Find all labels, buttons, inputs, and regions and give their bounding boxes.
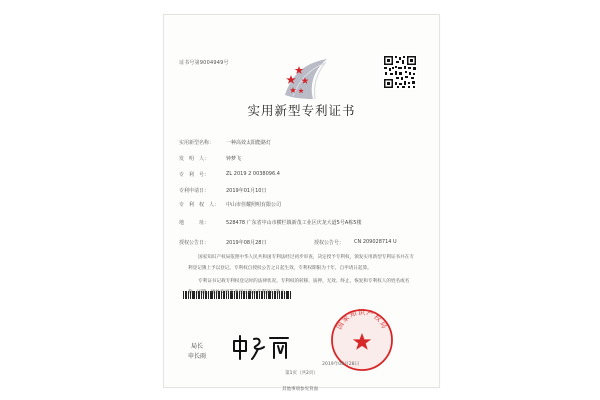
page-number: 第1页（共2页） [285,371,318,376]
legal-paragraph-2: 专利证书记载专利权登记时的法律状况。专利权的转移、质押、无效、终止、恢复和专利权人的姓名或名称、国籍、地址变更等事项记载在专利登记簿上。 [188,279,410,295]
field-value-grant-pub-no: CN 209028714 U [354,239,397,245]
patent-certificate [163,14,440,388]
footer-note: 其他事项参见背面 [282,387,318,392]
director-signature-icon [230,333,292,361]
field-value-grant-date: 2019年08月28日 [226,240,267,246]
field-value-inventor: 钟梦飞 [226,156,242,162]
legal-paragraph-1: 国家知识产权局依照中华人民共和国专利法经过初步审查，决定授予专利权，颁发实用新型专利证书并在专利登记簿上予以登记。专利权自授权公告之日起生效。专利权期限为十年，自申请日起算。 [188,255,414,271]
field-value-application-date: 2019年01月10日 [226,188,267,194]
field-value-address: 528478 广东省中山市横栏镇新茂工业区庆龙大道5号A栋5楼 [226,220,362,226]
field-label-patentee: 专 利 权 人： [179,202,220,208]
field-label-patent-number: 专 利 号： [179,172,210,178]
certificate-number: 证书号第9004949号 [179,60,229,66]
field-value-patent-number: ZL 2019 2 0038096.4 [226,171,280,177]
field-value-patentee: 中山市佳耀照明有限公司 [226,202,282,208]
field-label-application-date: 专利申请日： [179,188,210,194]
field-label-inventor: 发 明 人： [179,156,210,162]
field-label-grant-date: 授权公告日： [179,240,210,246]
seal-date: 2019年08月28日 [322,362,360,367]
director-title: 局长 [191,343,204,350]
qr-code-icon [383,55,417,89]
field-label-model-name: 实用新型名称： [179,140,215,146]
director-name: 申长雨 [188,353,207,360]
field-label-address: 地 址： [179,220,210,226]
certificate-title: 实用新型专利证书 [247,103,356,118]
patent-office-logo-icon [279,55,331,103]
field-label-grant-pub-no: 授权公告号： [314,240,345,246]
seal-text: 国家知识产权局 [335,308,389,331]
field-value-model-name: 一种高效太阳能路灯 [226,140,272,146]
